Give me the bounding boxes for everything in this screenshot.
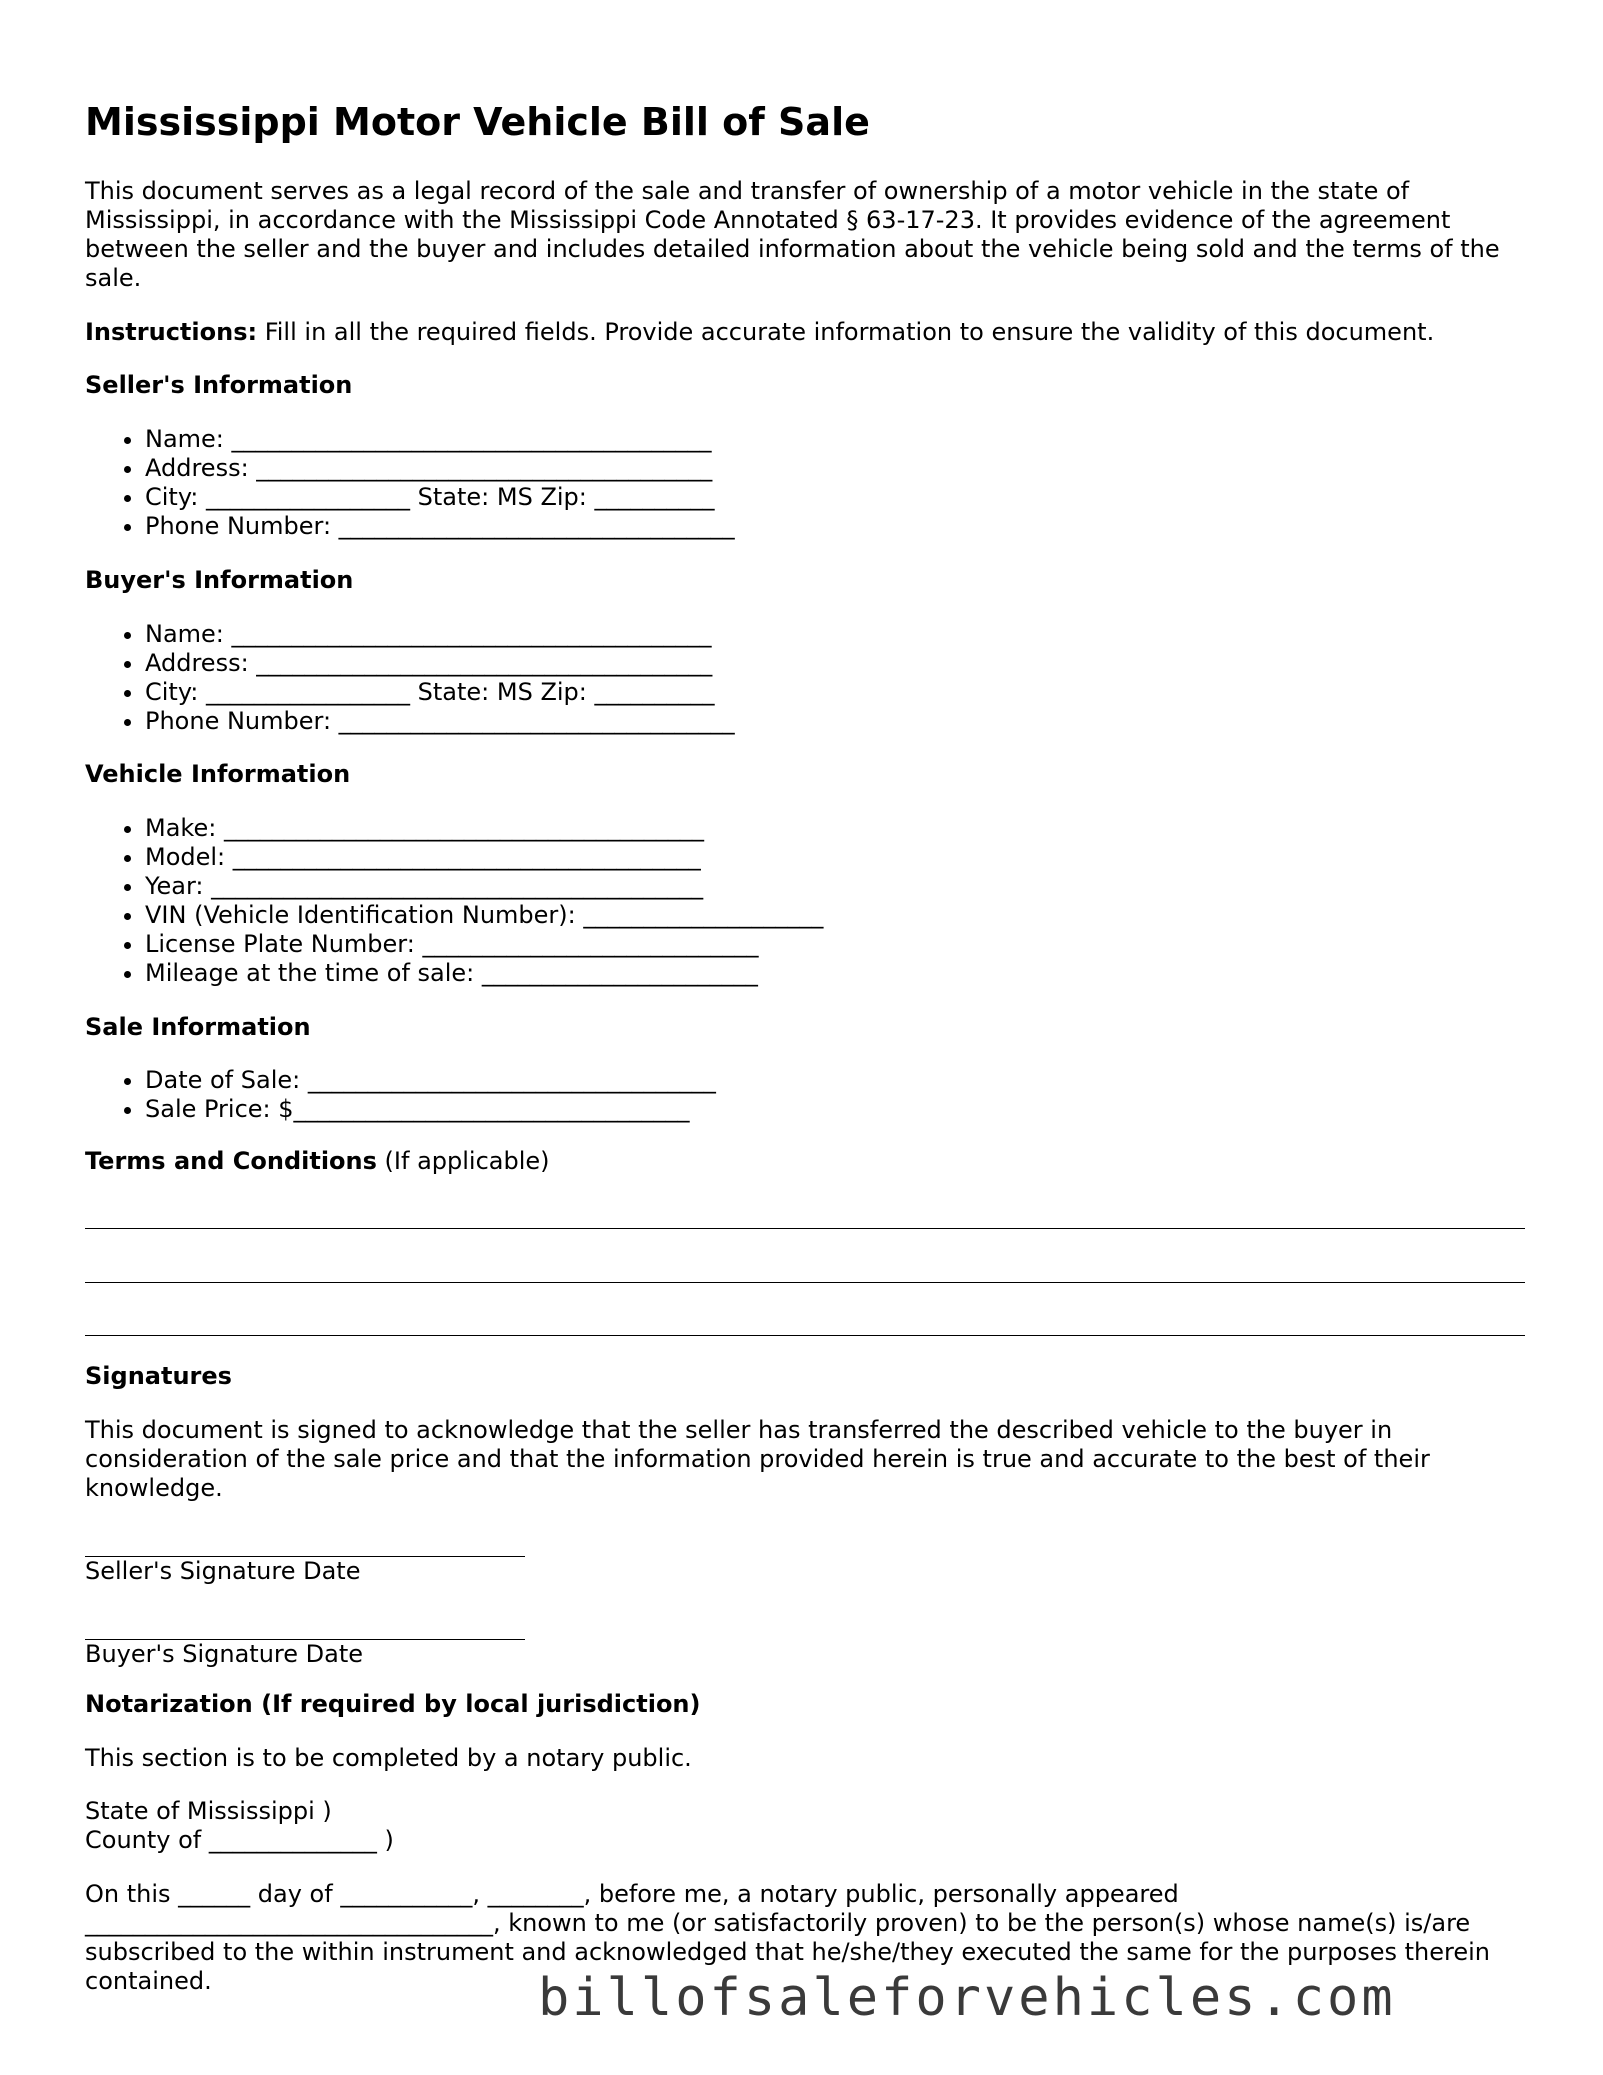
notarization-heading: Notarization (If required by local jurisdiction) bbox=[85, 1690, 701, 1718]
signatures-heading: Signatures bbox=[85, 1362, 232, 1390]
terms-note: (If applicable) bbox=[376, 1147, 550, 1175]
seller-phone-field[interactable]: • Phone Number: _________________________________ bbox=[145, 512, 735, 541]
site-watermark: billofsaleforvehicles.com bbox=[538, 1968, 1396, 2028]
buyer-signature-line[interactable] bbox=[85, 1613, 525, 1640]
buyer-city-field[interactable]: • City: _________________ State: MS Zip: __________ bbox=[145, 678, 735, 707]
buyer-heading: Buyer's Information bbox=[85, 566, 354, 594]
seller-city-field[interactable]: • City: _________________ State: MS Zip: __________ bbox=[145, 483, 735, 512]
sale-price-field[interactable]: • Sale Price: $_________________________________ bbox=[145, 1095, 716, 1124]
intro-paragraph: This document serves as a legal record of the sale and transfer of ownership of a motor vehicle in the state of Mississippi, in accordance with the Mississippi Code Annotated § 63-17-23. It provides evidence of the agreement between the seller and the buyer and includes detailed information about the vehicle being sold and the terms of the sale. bbox=[85, 177, 1500, 292]
terms-heading-line bbox=[85, 1147, 550, 1176]
buyer-address-field[interactable]: • Address: ______________________________________ bbox=[145, 649, 735, 678]
buyer-name-field[interactable]: • Name: ________________________________________ bbox=[145, 620, 735, 649]
notary-ack-line-3: subscribed to the within instrument and acknowledged that he/she/they executed the same for the purposes therein bbox=[85, 1938, 1490, 1966]
vehicle-heading: Vehicle Information bbox=[85, 760, 351, 788]
buyer-phone-field[interactable]: • Phone Number: _________________________________ bbox=[145, 707, 735, 736]
seller-signature-block bbox=[85, 1530, 525, 1586]
notary-state-line: State of Mississippi ) bbox=[85, 1797, 332, 1825]
notary-ack-line-2[interactable]: __________________________________, known to me (or satisfactorily proven) to be the person(s) whose name(s) is/are bbox=[85, 1909, 1471, 1937]
seller-address-field[interactable]: • Address: ______________________________________ bbox=[145, 454, 735, 483]
vehicle-make-field[interactable]: • Make: ________________________________________ bbox=[145, 814, 823, 843]
sale-date-field[interactable]: • Date of Sale: __________________________________ bbox=[145, 1066, 716, 1095]
document-title: Mississippi Motor Vehicle Bill of Sale bbox=[85, 100, 870, 144]
buyer-fields bbox=[85, 620, 735, 736]
vehicle-mileage-field[interactable]: • Mileage at the time of sale: _______________________ bbox=[145, 959, 823, 988]
terms-line-1[interactable] bbox=[85, 1228, 1525, 1229]
signatures-paragraph: This document is signed to acknowledge that the seller has transferred the described vehicle to the buyer in consideration of the sale price and that the information provided herein is true and accurate to the best of their knowledge. bbox=[85, 1416, 1430, 1502]
vehicle-model-field[interactable]: • Model: _______________________________________ bbox=[145, 843, 823, 872]
notary-ack-line-1[interactable]: On this ______ day of ___________, ________, before me, a notary public, personally appeared bbox=[85, 1880, 1179, 1908]
terms-line-2[interactable] bbox=[85, 1282, 1525, 1283]
terms-heading: Terms and Conditions bbox=[85, 1147, 377, 1175]
terms-line-3[interactable] bbox=[85, 1335, 1525, 1336]
sale-heading: Sale Information bbox=[85, 1013, 311, 1041]
seller-signature-line[interactable] bbox=[85, 1530, 525, 1557]
seller-signature-label: Seller's Signature Date bbox=[85, 1557, 361, 1585]
vehicle-plate-field[interactable]: • License Plate Number: ____________________________ bbox=[145, 930, 823, 959]
buyer-signature-block bbox=[85, 1613, 525, 1669]
instructions-text: Fill in all the required fields. Provide accurate information to ensure the validity of this document. bbox=[257, 318, 1435, 346]
sale-fields bbox=[85, 1066, 716, 1124]
notary-ack-line-4: contained. bbox=[85, 1967, 212, 1995]
instructions-paragraph bbox=[85, 318, 1434, 347]
vehicle-vin-field[interactable]: • VIN (Vehicle Identification Number): ____________________ bbox=[145, 901, 823, 930]
vehicle-fields bbox=[85, 814, 823, 988]
seller-name-field[interactable]: • Name: ________________________________________ bbox=[145, 425, 735, 454]
notarization-intro: This section is to be completed by a notary public. bbox=[85, 1744, 692, 1772]
instructions-label: Instructions: bbox=[85, 318, 258, 346]
notary-county-line[interactable]: County of ______________ ) bbox=[85, 1826, 394, 1854]
buyer-signature-label: Buyer's Signature Date bbox=[85, 1640, 364, 1668]
seller-fields bbox=[85, 425, 735, 541]
vehicle-year-field[interactable]: • Year: _________________________________________ bbox=[145, 872, 823, 901]
seller-heading: Seller's Information bbox=[85, 371, 353, 399]
